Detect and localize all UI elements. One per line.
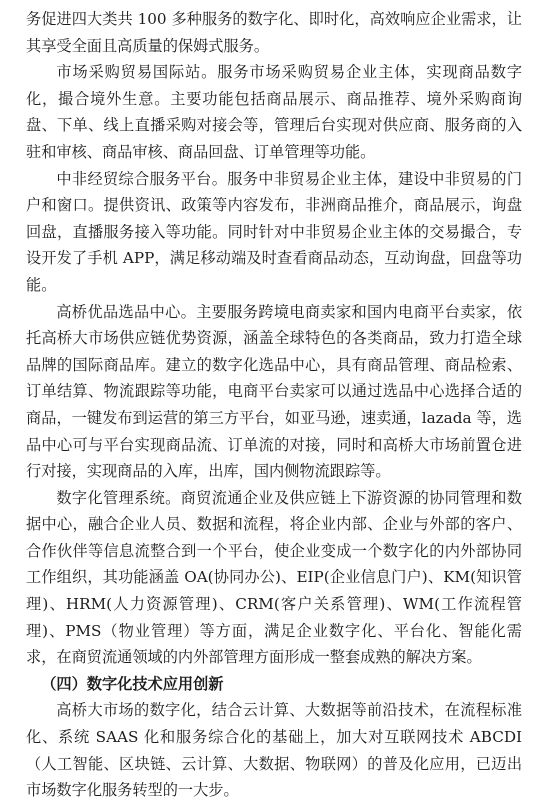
paragraph-market-procurement: 市场采购贸易国际站。服务市场采购贸易企业主体，实现商品数字化，撮合境外生意。主要功能包括商品展示、商品推荐、境外采购商询盘、下单、线上直播采购对接会等，管理后台实现对供应商、服务商的入驻和审核、商品审核、商品回盘、订单管理等功能。 bbox=[26, 63, 522, 161]
paragraph-digital-management: 数字化管理系统。商贸流通企业及供应链上下游资源的协同管理和数据中心，融合企业人员、数据和流程，将企业内部、企业与外部的客户、合作伙伴等信息流整合到一个平台，使企业变成一个数字化的内外部协同工作组织，其功能涵盖 OA(协同办公)、EIP(企业信息门户)、KM(知识管理)、HRM(人力资源管理)、CRM(客户关系管理)、WM(工作流程管理)、PMS（物业管理）等方面，满足企业数字化、平台化、智能化需求，在商贸流通领域的内外部管理方面形成一整套成熟的解决方案。 bbox=[26, 488, 522, 667]
paragraph-continuation: 务促进四大类共 100 多种服务的数字化、即时化，高效响应企业需求，让其享受全面且高质量的保姆式服务。 bbox=[26, 10, 522, 55]
paragraph-selection-center: 高桥优品选品中心。主要服务跨境电商卖家和国内电商平台卖家，依托高桥大市场供应链优势资源，涵盖全球特色的各类商品，致力打造全球品牌的国际商品库。建立的数字化选品中心，具有商品管理、商品检索、订单结算、物流跟踪等功能，电商平台卖家可以通过选品中心选择合适的商品，一键发布到运营的第三方平台，如亚马逊，速卖通，lazada 等，选品中心可与平台实现商品流、订单流的对接，同时和高桥大市场前置仓进行对接，实现商品的入库，出库，国内侧物流跟踪等。 bbox=[26, 302, 522, 481]
paragraph-closing: 高桥大市场的数字化，结合云计算、大数据等前沿技术，在流程标准化、系统 SAAS 化和服务综合化的基础上，加大对互联网技术 ABCDI（人工智能、区块链、云计算、大数据、物联网）的普及化应用，已迈出市场数字化服务转型的一大步。 bbox=[26, 701, 522, 800]
paragraph-china-africa-platform: 中非经贸综合服务平台。服务中非贸易企业主体，建设中非贸易的门户和窗口。提供资讯、政策等内容发布，非洲商品推介，商品展示，询盘回盘，直播服务接入等功能。同时针对中非贸易企业主体的交易撮合，专设开发了手机 APP，满足移动端及时查看商品动态，互动询盘，回盘等功能。 bbox=[26, 169, 522, 294]
section-heading: （四）数字化技术应用创新 bbox=[41, 674, 224, 693]
